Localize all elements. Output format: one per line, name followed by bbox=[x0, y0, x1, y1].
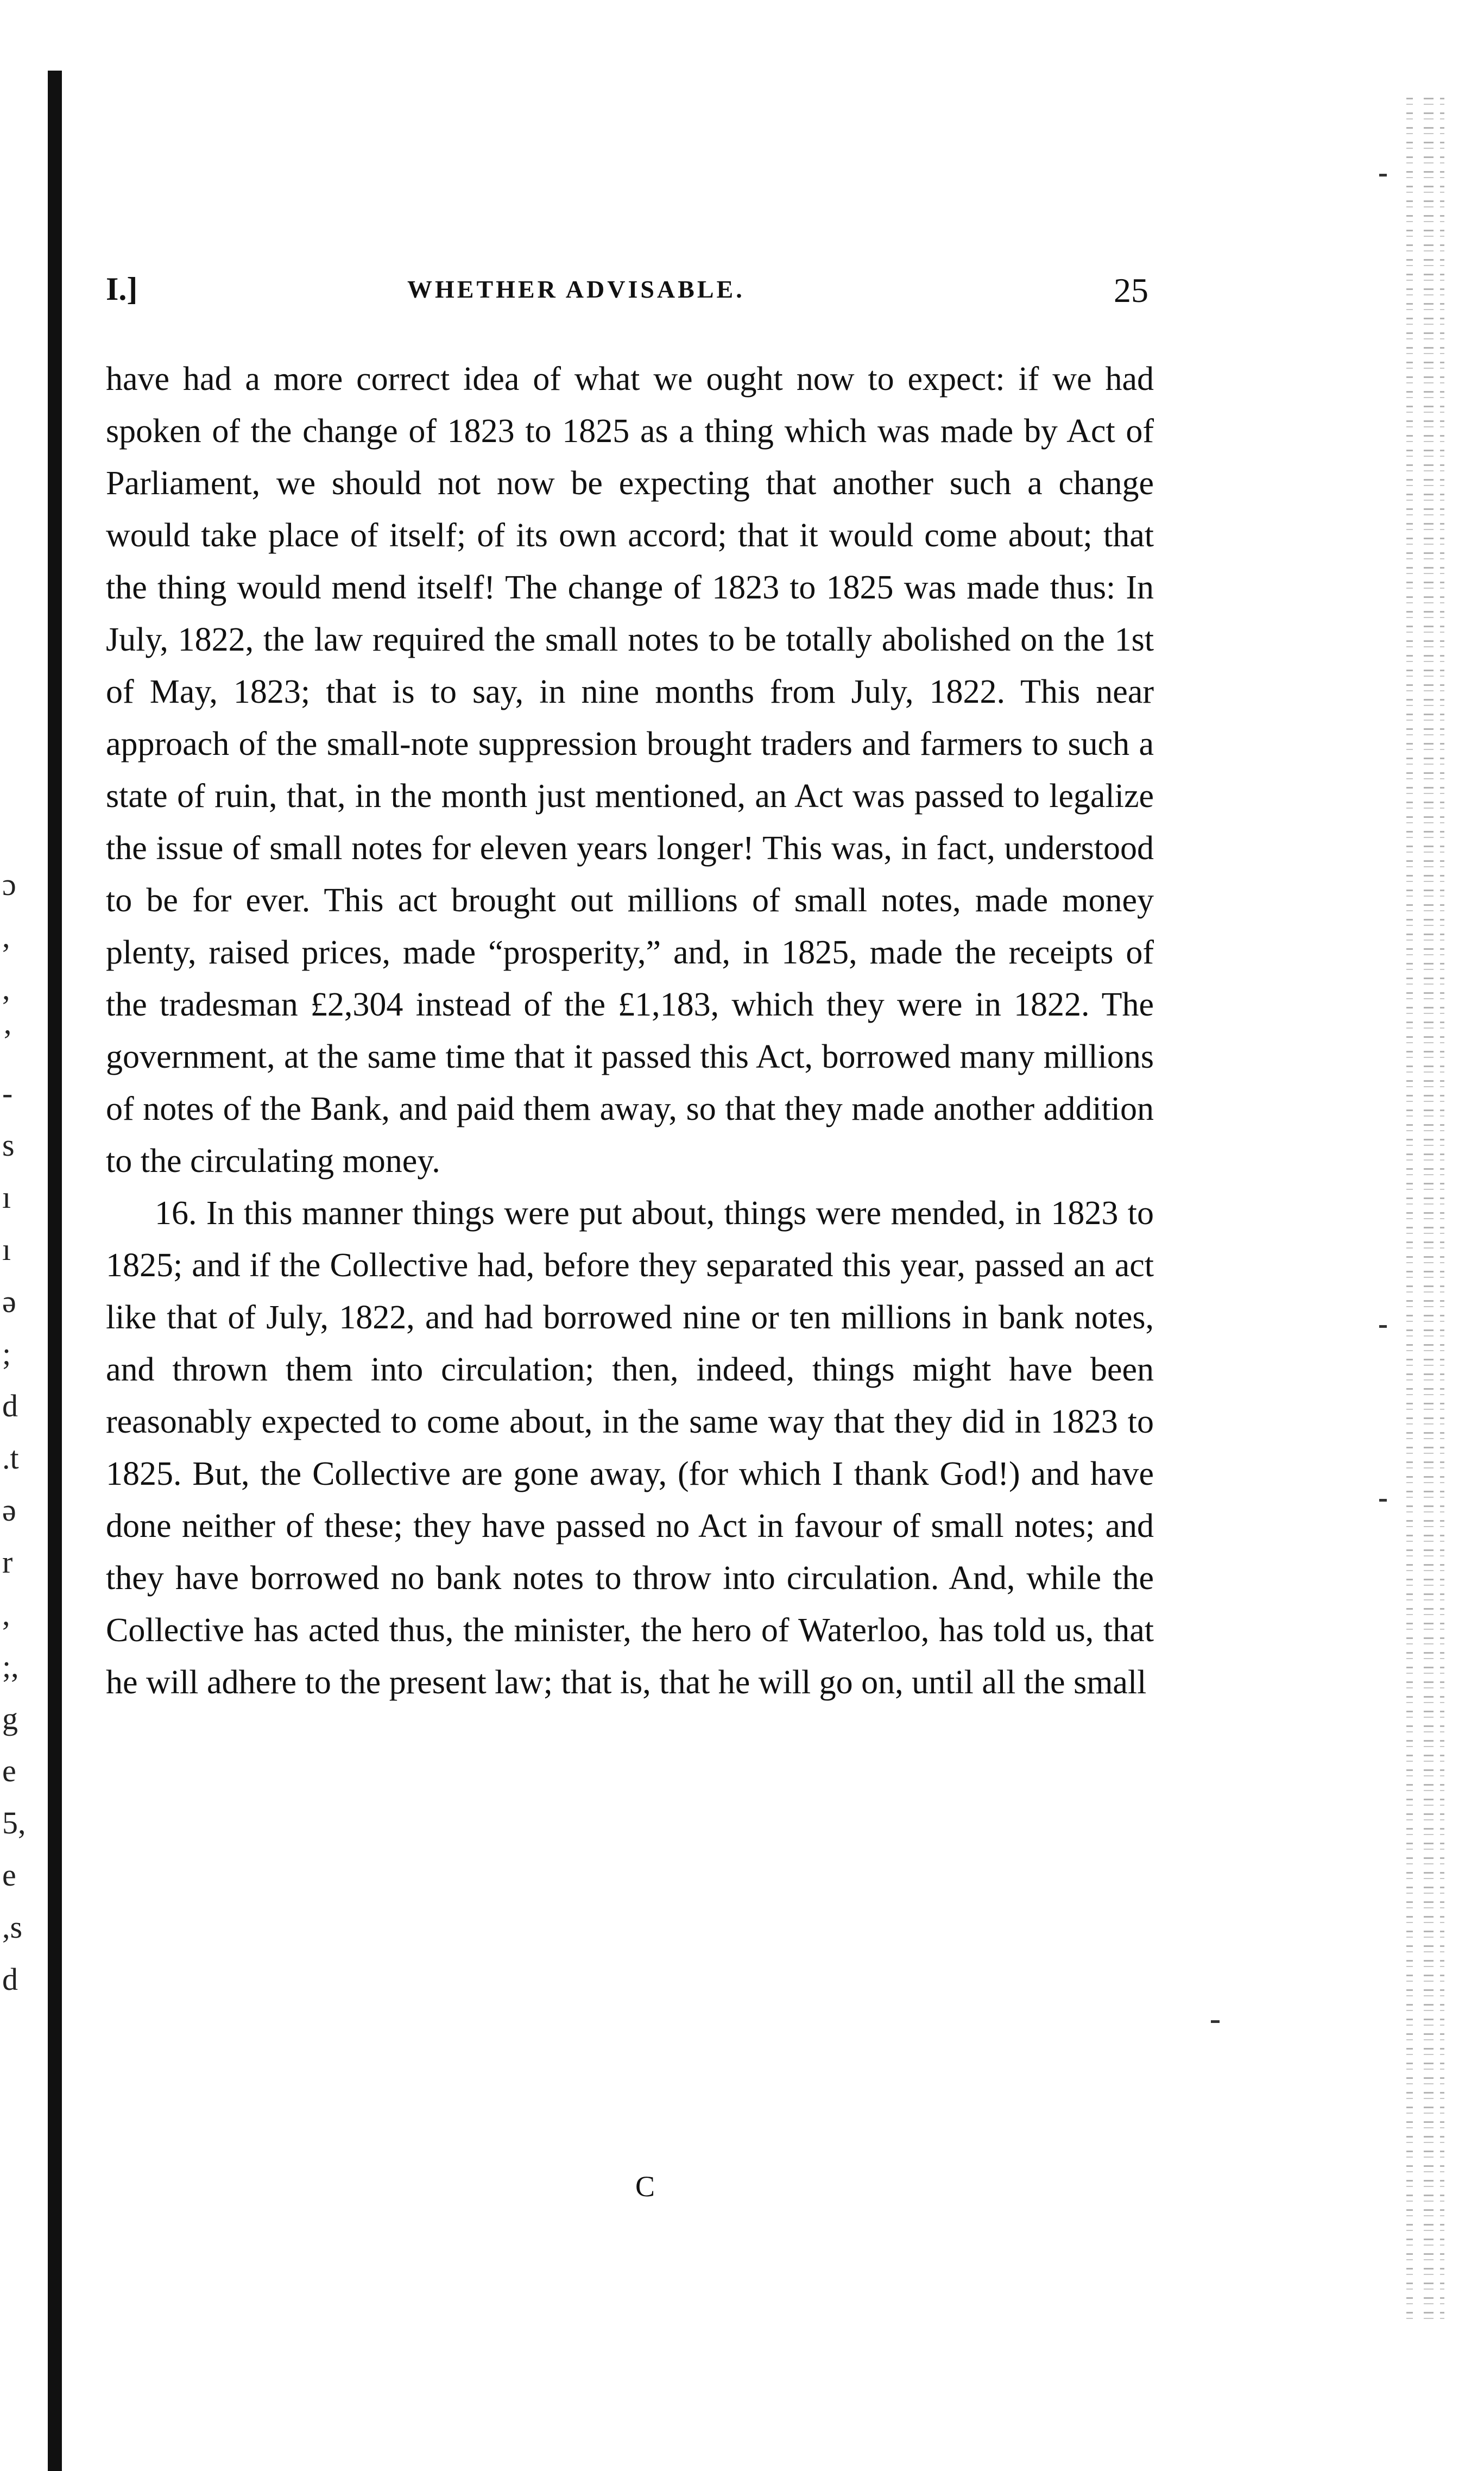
body-text bbox=[106, 353, 1154, 1709]
bleed-through-char: ı bbox=[2, 1232, 11, 1267]
running-header bbox=[106, 270, 1148, 314]
page-edge-speckle bbox=[1390, 98, 1455, 2324]
edge-mark bbox=[1379, 174, 1387, 177]
page-number: 25 bbox=[1114, 271, 1148, 310]
signature-mark: C bbox=[635, 2170, 656, 2203]
bleed-through-char: d bbox=[2, 1962, 18, 1997]
bleed-through-char: , bbox=[2, 971, 10, 1006]
bleed-through-char: ı bbox=[2, 1180, 11, 1215]
bleed-through-char: d bbox=[2, 1388, 18, 1423]
bleed-through-char: g bbox=[2, 1701, 18, 1736]
bleed-through-char: ǝ bbox=[2, 1284, 16, 1319]
bleed-through-char: e bbox=[2, 1857, 16, 1893]
bleed-through-char: .t bbox=[2, 1440, 19, 1476]
bleed-through-char: r bbox=[2, 1545, 13, 1580]
edge-mark bbox=[1379, 1499, 1387, 1502]
edge-mark bbox=[1379, 1325, 1387, 1328]
bleed-through-char: 5, bbox=[2, 1805, 26, 1840]
bleed-through-char: , bbox=[2, 919, 10, 954]
running-title: WHETHER ADVISABLE. bbox=[407, 275, 745, 303]
bleed-through-char: ɔ bbox=[2, 867, 16, 902]
chapter-number: I.] bbox=[106, 271, 138, 307]
bleed-through-char: ; bbox=[2, 1336, 11, 1371]
bleed-through-char: ǝ bbox=[2, 1492, 16, 1528]
bleed-through-char: , bbox=[2, 1597, 10, 1632]
bleed-through-char: - bbox=[2, 1075, 13, 1111]
edge-mark bbox=[1211, 2020, 1220, 2023]
bleed-through-char: s bbox=[2, 1127, 15, 1163]
paragraph-continued: have had a more correct idea of what we ought now to expect: if we had spoken of the change of 1823 to 1825 as a thing which was made by Act of Parliament, we should not now be expecting that another such a change would take place of itself; of its own accord; that it would come about; that the thing would mend itself! The change of 1823 to 1825 was made thus: In July, 1822, the law required the small notes to be totally abolished on the 1st of May, 1823; that is to say, in nine months from July, 1822. This near approach of the small-note suppression brought traders and farmers to such a state of ruin, that, in the month just mentioned, an Act was passed to legalize the issue of small notes for eleven years longer! This was, in fact, understood to be for ever. This act brought out millions of small notes, made money plenty, raised prices, made “prosperity,” and, in 1825, made the receipts of the tradesman £2,304 instead of the £1,183, which they were in 1822. The government, at the same time that it passed this Act, borrowed many millions of notes of the Bank, and paid them away, so that they made another addition to the circulating money. bbox=[106, 361, 1154, 1180]
edge-speckle-strip bbox=[1424, 98, 1434, 2324]
facing-page-bleed bbox=[0, 867, 26, 2444]
edge-speckle-strip bbox=[1406, 98, 1413, 2324]
bleed-through-char: ,s bbox=[2, 1909, 23, 1945]
bleed-through-char: ;, bbox=[2, 1649, 19, 1684]
edge-speckle-strip bbox=[1440, 98, 1444, 2324]
bleed-through-char: ’ bbox=[2, 1023, 13, 1058]
binding-shadow bbox=[48, 71, 62, 2471]
paragraph-16: 16. In this manner things were put about, things were mended, in 1823 to 1825; and if the Collective had, before they separated this year, passed an act like that of July, 1822, and had borrowed nine or ten millions in bank notes, and thrown them into circulation; then, indeed, things might have been reasonably expected to come about, in the same way that they did in 1823 to 1825. But, the Collective are gone away, (for which I thank God!) and have done neither of these; they have passed no Act in favour of small notes; and they have borrowed no bank notes to throw into circulation. And, while the Collective has acted thus, the minister, the hero of Waterloo, has told us, that he will adhere to the present law; that is, that he will go on, until all the small bbox=[106, 1195, 1154, 1701]
bleed-through-char: e bbox=[2, 1753, 16, 1788]
